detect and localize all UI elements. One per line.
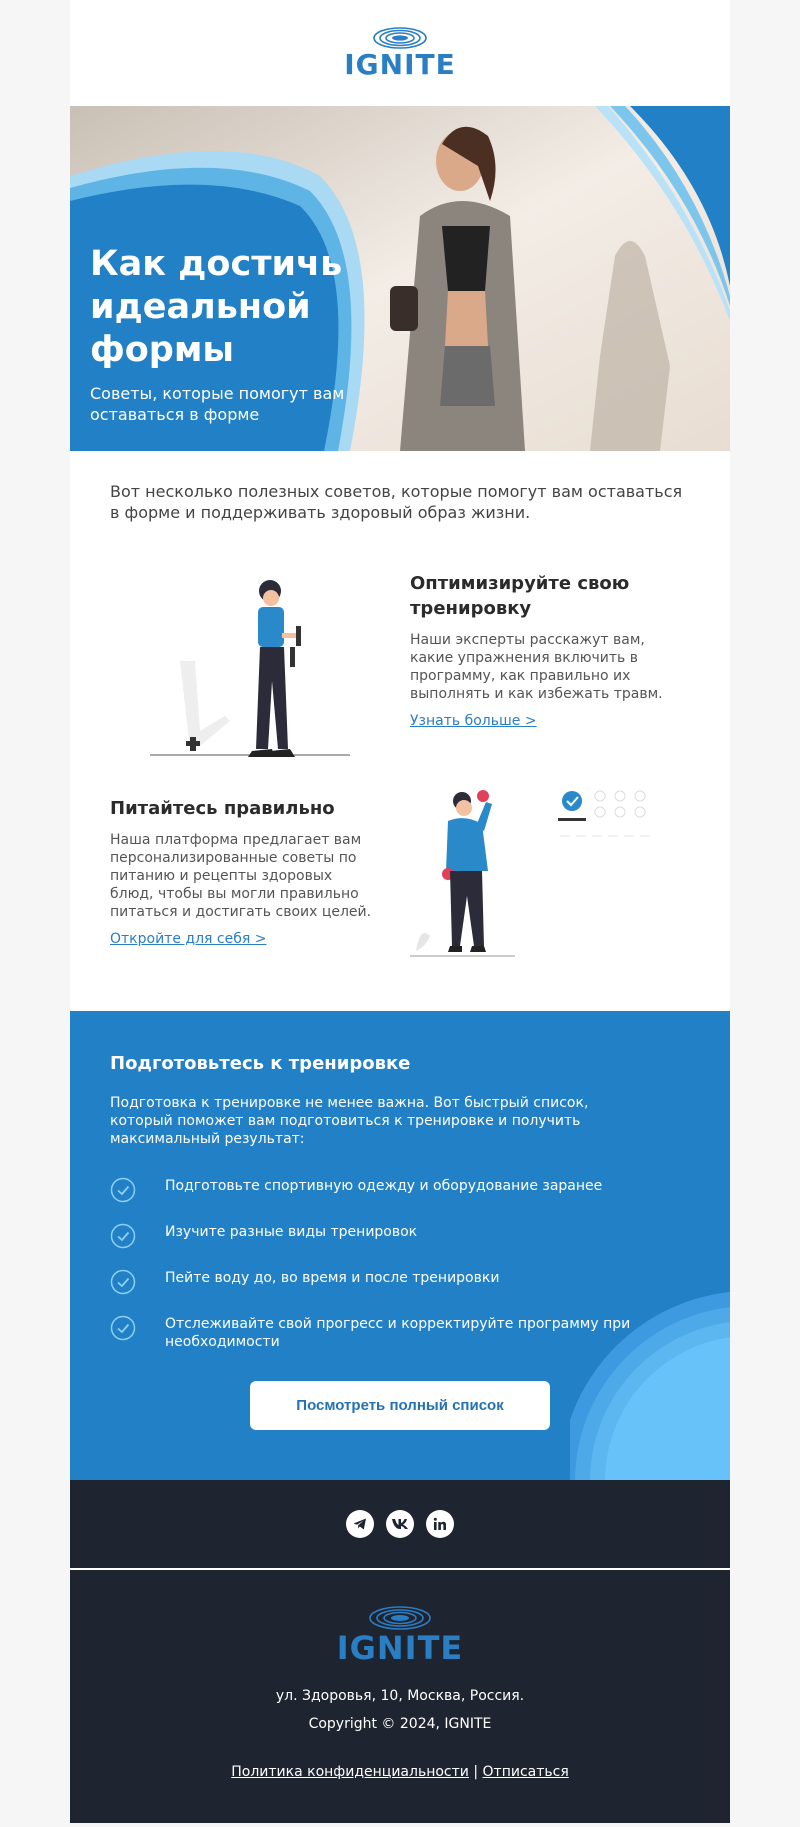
check-circle-icon (110, 1269, 136, 1295)
content (70, 451, 730, 1011)
workout-illustration (150, 571, 360, 761)
section-workout-title: Оптимизируйте свою тренировку (410, 573, 630, 619)
linkedin-icon[interactable] (426, 1510, 454, 1538)
brand-logo[interactable] (344, 26, 455, 80)
check-circle-icon (110, 1315, 136, 1341)
check-circle-icon (110, 1223, 136, 1249)
section-workout-text (410, 571, 690, 729)
checklist-item-text: Подготовьте спортивную одежду и оборудование заранее (165, 1178, 603, 1194)
hero-subtitle: Советы, которые помогут вам оставаться в форме (90, 384, 345, 424)
email-container (70, 0, 730, 1823)
telegram-icon[interactable] (346, 1510, 374, 1538)
checklist-item (110, 1177, 670, 1203)
checklist-item (110, 1269, 670, 1295)
unsubscribe-link[interactable]: Отписаться (482, 1764, 569, 1780)
footer-copyright: Copyright © 2024, IGNITE (308, 1716, 492, 1732)
checklist-item-text: Изучите разные виды тренировок (165, 1224, 418, 1240)
footer-logo[interactable] (70, 1605, 730, 1665)
section-nutrition-title: Питайтесь правильно (110, 798, 335, 819)
prep-title: Подготовьтесь к тренировке (110, 1053, 411, 1074)
nutrition-illustration (410, 786, 690, 976)
footer-address: ул. Здоровья, 10, Москва, Россия. (275, 1688, 525, 1704)
hero-title: Как достичь идеальной формы (90, 244, 343, 370)
section-workout-desc: Наши эксперты расскажут вам, какие упражнения включить в программу, как правильно их выполнять и как избежать травм. (410, 632, 663, 702)
social-bar (70, 1480, 730, 1570)
footer-separator: | (473, 1764, 479, 1780)
footer-logo-inner (337, 1605, 464, 1665)
logo-rings-icon (368, 1605, 432, 1631)
view-full-list-button[interactable]: Посмотреть полный список (250, 1381, 550, 1430)
footer (70, 1570, 730, 1823)
discover-link[interactable]: Откройте для себя > (110, 931, 267, 947)
check-circle-icon (110, 1177, 136, 1203)
hero-text (90, 243, 350, 425)
brand-name: IGNITE (344, 48, 456, 81)
checklist-item-text: Отслеживайте свой прогресс и корректируйте программу при необходимости (165, 1316, 631, 1350)
section-workout (70, 561, 730, 786)
vk-icon[interactable] (386, 1510, 414, 1538)
intro-text: Вот несколько полезных советов, которые помогут вам оставаться в форме и поддерживать здоровый образ жизни. (110, 482, 683, 522)
checklist-item (110, 1223, 670, 1249)
prep-section (70, 1011, 730, 1480)
prep-lead: Подготовка к тренировке не менее важна. Вот быстрый список, который поможет вам подготовиться к тренировке и получить максимальный результат: (110, 1095, 589, 1147)
privacy-policy-link[interactable]: Политика конфиденциальности (231, 1764, 469, 1780)
section-nutrition-text (110, 796, 380, 947)
footer-links (70, 1764, 730, 1780)
checklist-item-text: Пейте воду до, во время и после тренировки (165, 1270, 500, 1286)
footer-brand-name: IGNITE (336, 1629, 464, 1667)
checklist-item (110, 1315, 670, 1351)
logo-rings-icon (372, 26, 428, 50)
section-nutrition-desc: Наша платформа предлагает вам персонализированные советы по питанию и рецепты здоровых блюд, чтобы вы могли правильно питаться и достигать своих целей. (110, 832, 372, 920)
header (70, 0, 730, 106)
learn-more-link[interactable]: Узнать больше > (410, 713, 537, 729)
prep-decoration (570, 1281, 730, 1480)
section-nutrition (70, 786, 730, 1011)
hero-banner (70, 106, 730, 451)
